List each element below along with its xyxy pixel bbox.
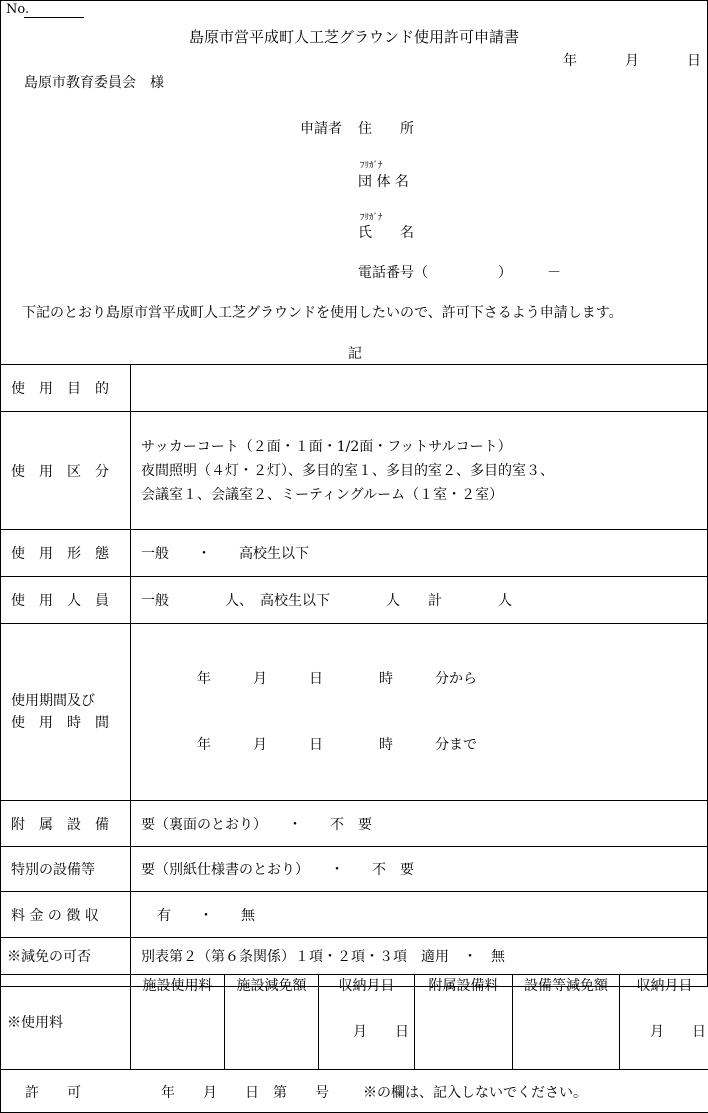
people-label: 使 用 人 員 — [1, 577, 131, 624]
exemption-label: ※減免の可否 — [1, 938, 131, 975]
note-text: ※の欄は、記入しないでください。 — [363, 1082, 587, 1102]
date-year: 年 — [563, 50, 577, 70]
fees-grid — [131, 975, 708, 1070]
fee-equipment-header: 附属設備料 — [415, 975, 512, 995]
name-label: 氏 名 — [358, 222, 414, 242]
exemption-value[interactable]: 別表第２（第６条関係）１項・２項・３項 適用 ・ 無 — [131, 938, 708, 975]
addressee: 島原市教育委員会 様 — [24, 72, 164, 92]
category-line-1: サッカーコート（２面・１面・1/2面・フットサルコート） — [141, 435, 708, 459]
period-label — [1, 624, 131, 801]
application-table — [0, 364, 708, 1113]
period-to: 年 月 日 時 分まで — [141, 734, 708, 756]
fee-receipt-date-header-1: 収納月日 — [319, 975, 414, 995]
period-field[interactable] — [131, 624, 708, 801]
row-exemption — [1, 938, 708, 975]
category-field[interactable] — [131, 412, 708, 530]
category-line-3: 会議室１、会議室２、ミーティングルーム（１室・２室） — [141, 483, 708, 507]
number-field-line[interactable] — [24, 17, 84, 18]
row-fees — [1, 975, 708, 1070]
period-label-line-1: 使用期間及び — [11, 690, 130, 712]
row-attached — [1, 801, 708, 847]
group-name-label: 団 体 名 — [358, 171, 409, 191]
row-period — [1, 624, 708, 801]
row-purpose — [1, 365, 708, 412]
fee-equipment-exempt-header: 設備等減免額 — [513, 975, 619, 995]
collection-value[interactable]: 有 ・ 無 — [131, 892, 708, 938]
row-special — [1, 847, 708, 892]
address-label: 住 所 — [358, 118, 414, 138]
category-line-2: 夜間照明（４灯・２灯）、多目的室１、多目的室２、多目的室３、 — [141, 459, 708, 483]
row-people — [1, 577, 708, 624]
phone-label: 電話番号（ ） － — [358, 262, 561, 282]
people-value[interactable]: 一般 人、 高校生以下 人 計 人 — [131, 577, 708, 624]
purpose-label: 使 用 目 的 — [1, 365, 131, 412]
fees-label: ※使用料 — [1, 975, 131, 1070]
fee-receipt-date-2: 月 日 — [650, 1021, 706, 1041]
date-month: 月 — [625, 50, 639, 70]
period-label-line-2: 使 用 時 間 — [11, 712, 130, 734]
form-value[interactable]: 一般 ・ 高校生以下 — [131, 530, 708, 577]
row-form — [1, 530, 708, 577]
form-label: 使 用 形 態 — [1, 530, 131, 577]
attached-value[interactable]: 要（裏面のとおり） ・ 不 要 — [131, 801, 708, 847]
ki-label: 記 — [348, 343, 362, 363]
special-value[interactable]: 要（別紙仕様書のとおり） ・ 不 要 — [131, 847, 708, 892]
fee-receipt-date-header-2: 収納月日 — [620, 975, 708, 995]
furigana-group: ﾌﾘｶﾞﾅ — [360, 158, 383, 171]
date-day: 日 — [687, 50, 701, 70]
number-label: No. — [6, 2, 29, 17]
permit-date-no: 年 月 日 第 号 — [161, 1082, 329, 1102]
statement: 下記のとおり島原市営平成町人工芝グラウンドを使用したいので、許可下さるよう申請します。 — [22, 302, 623, 322]
purpose-field[interactable] — [131, 365, 708, 412]
permit-label: 許 可 — [25, 1082, 81, 1102]
form-title: 島原市営平成町人工芝グラウンド使用許可申請書 — [0, 26, 708, 47]
furigana-name: ﾌﾘｶﾞﾅ — [360, 210, 383, 223]
row-collection — [1, 892, 708, 938]
row-permit — [1, 1070, 708, 1113]
fee-facility-header: 施設使用料 — [131, 975, 224, 995]
fee-facility-exempt-header: 施設減免額 — [225, 975, 318, 995]
row-category — [1, 412, 708, 530]
period-from: 年 月 日 時 分から — [141, 668, 708, 690]
fee-receipt-date-1: 月 日 — [353, 1021, 409, 1041]
applicant-label: 申請者 — [300, 118, 342, 138]
special-label: 特別の設備等 — [1, 847, 131, 892]
permit-cell — [1, 1070, 708, 1113]
category-label: 使 用 区 分 — [1, 412, 131, 530]
attached-label: 附 属 設 備 — [1, 801, 131, 847]
collection-label: 料 金 の 徴 収 — [1, 892, 131, 938]
